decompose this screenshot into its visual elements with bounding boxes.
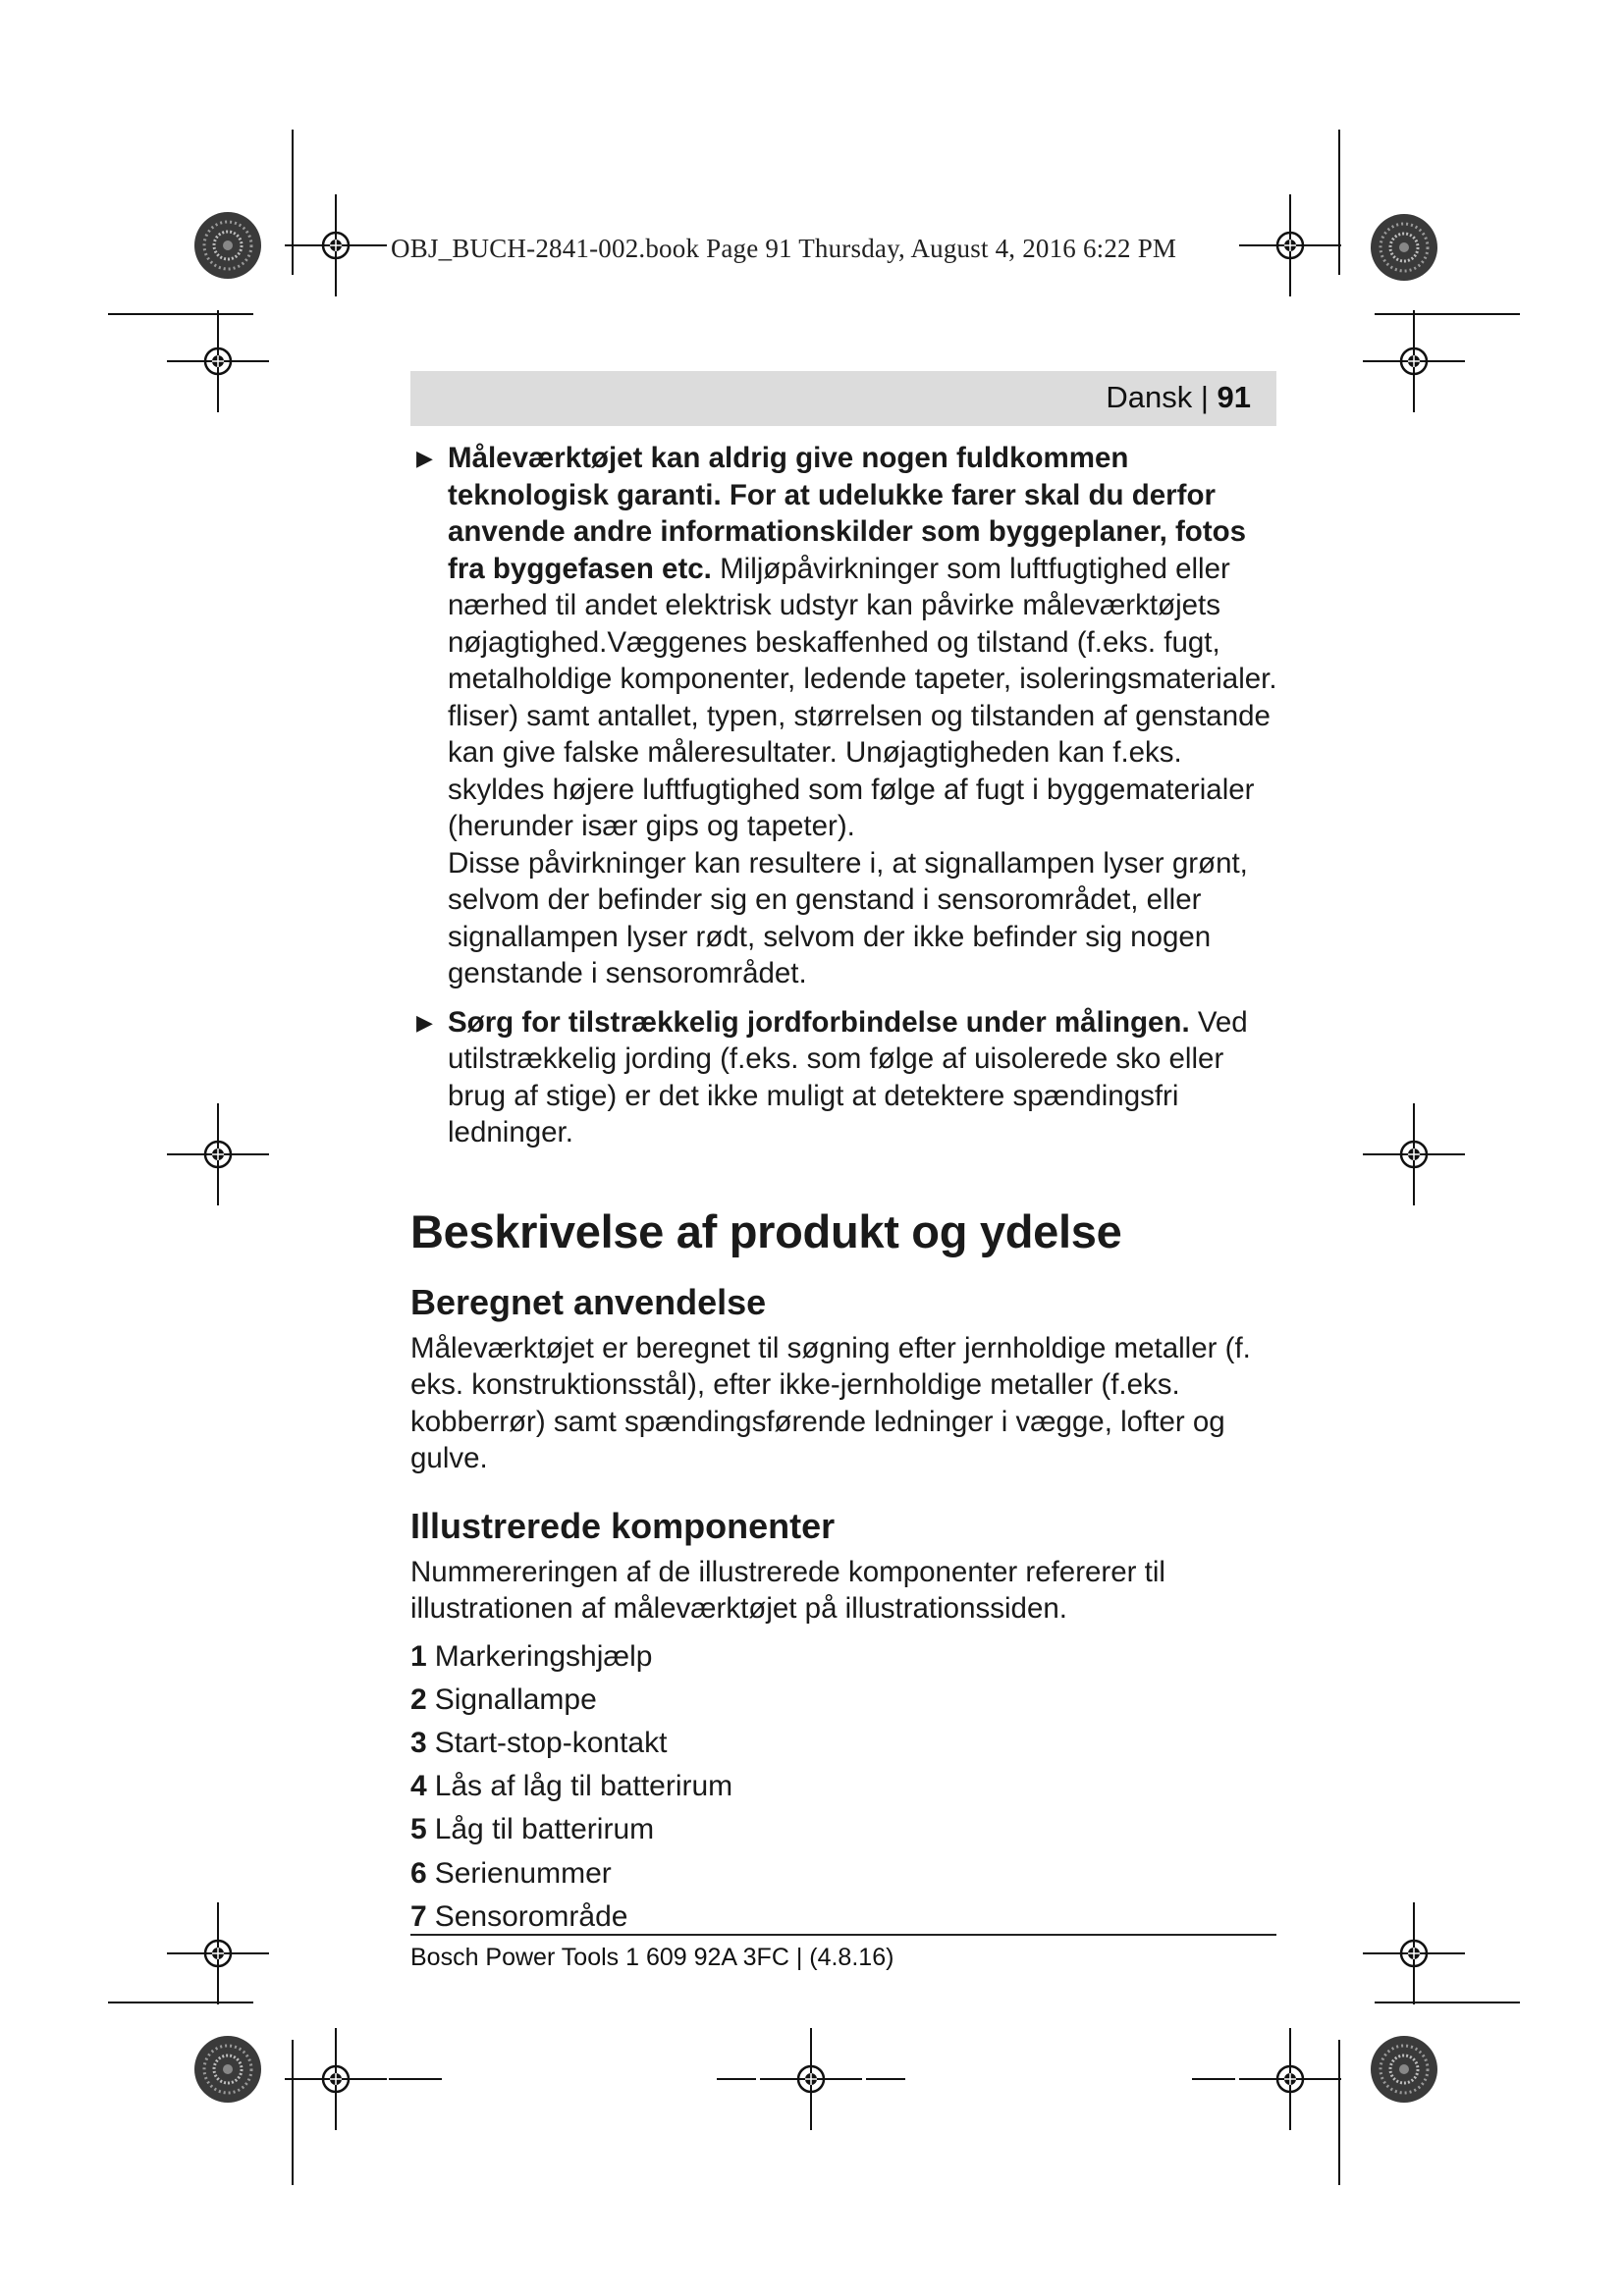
component-number: 6: [410, 1856, 427, 1890]
bullet-continuation: Disse påvirkninger kan resultere i, at signallampen lyser grønt, selvom der befinder sig en genstand i sensorområdet, eller signallampen lyser rødt, selvom der ikke befinder sig nogen genstande i sensorområdet.: [448, 846, 1248, 989]
list-item: [410, 1896, 1278, 1939]
component-label: Start-stop-kontakt: [434, 1726, 668, 1759]
component-label: Markeringshjælp: [434, 1639, 653, 1673]
component-label: Signallampe: [434, 1682, 597, 1716]
component-number: 5: [410, 1813, 427, 1846]
safety-bullet: [410, 440, 1278, 992]
registration-mark-bottom-left: [285, 2028, 387, 2130]
registration-mark-bottom-center: [760, 2028, 862, 2130]
registration-mark-right-middle: [1363, 1103, 1465, 1205]
section-language: Dansk: [1106, 380, 1193, 414]
list-item: [410, 1635, 1278, 1679]
page-number: 91: [1217, 380, 1251, 414]
registration-mark-top-left: [285, 194, 387, 296]
registration-mark-left-lower: [167, 1902, 269, 2004]
header-separator: |: [1200, 380, 1209, 414]
component-number: 7: [410, 1899, 427, 1933]
component-label: Sensorområde: [434, 1899, 628, 1933]
list-item: [410, 1808, 1278, 1851]
list-item: [410, 1852, 1278, 1896]
component-label: Serienummer: [434, 1856, 612, 1890]
intended-use-heading: Beregnet anvendelse: [410, 1281, 767, 1322]
list-item: [410, 1679, 1278, 1722]
color-bar-bottom-right: [1371, 2036, 1437, 2103]
registration-mark-left-upper: [167, 310, 269, 412]
bullet-paragraph: [448, 440, 1278, 845]
page-footer: Bosch Power Tools 1 609 92A 3FC | (4.8.16): [410, 1944, 894, 1971]
bullet-paragraph: [448, 1004, 1278, 1151]
page-header-bar: [410, 371, 1276, 426]
component-number: 2: [410, 1682, 427, 1716]
page-header-text: [1106, 380, 1251, 415]
color-bar-bottom-left: [194, 2036, 261, 2103]
bullet-bold-text: Sørg for tilstrækkelig jordforbindelse under målingen.: [448, 1005, 1190, 1039]
component-label: Låg til batterirum: [434, 1813, 655, 1846]
section-title: Beskrivelse af produkt og ydelse: [410, 1204, 1122, 1257]
component-number: 3: [410, 1726, 427, 1759]
color-bar-top-right: [1371, 214, 1437, 281]
component-number: 1: [410, 1639, 427, 1673]
bullet-triangle-icon: ▶: [416, 1009, 433, 1035]
components-heading: Illustrerede komponenter: [410, 1505, 836, 1546]
bullet-text: Miljøpåvirkninger som luftfugtighed eller nærhed til andet elektrisk udstyr kan påvirke måleværktøjets nøjagtighed.Væggenes beskaffenhed og tilstand (f.eks. fugt, metalholdige komponenter, ledende tapeter, isoleringsmaterialer. fliser) samt antallet, typen, størrelsen og tilstanden af genstande kan give falske måleresultater. Unøjagtigheden kan f.eks. skyldes højere luftfugtighed som følge af fugt i byggematerialer (herunder især gips og tapeter).: [448, 552, 1277, 842]
components-intro: Nummereringen af de illustrerede komponenter refererer til illustrationen af måleværktøjet på illustrationssiden.: [410, 1555, 1165, 1625]
bullet-triangle-icon: ▶: [416, 446, 433, 470]
safety-bullet: [410, 1004, 1278, 1151]
list-item: [410, 1765, 1278, 1808]
footer-divider: [410, 1934, 1276, 1936]
print-header-slug: OBJ_BUCH-2841-002.book Page 91 Thursday, August 4, 2016 6:22 PM: [391, 234, 1177, 263]
color-bar-top-left: [194, 212, 261, 279]
list-item: [410, 1722, 1278, 1765]
registration-mark-right-lower: [1363, 1902, 1465, 2004]
page-content: [410, 440, 1278, 1939]
component-list: [410, 1635, 1278, 1939]
registration-mark-bottom-right: [1239, 2028, 1341, 2130]
component-label: Lås af låg til batterirum: [434, 1770, 733, 1803]
bullet-bold-text: Måleværktøjet kan aldrig give nogen fuldkommen teknologisk garanti. For at udelukke farer skal du derfor anvende andre informationskilder som byggeplaner, fotos fra byggefasen etc.: [448, 442, 1247, 585]
registration-mark-right-upper: [1363, 310, 1465, 412]
bullet-text: Ved utilstrækkelig jording (f.eks. som følge af uisolerede sko eller brug af stige) er det ikke muligt at detektere spændingsfri ledninger.: [448, 1005, 1248, 1148]
component-number: 4: [410, 1770, 427, 1803]
registration-mark-left-middle: [167, 1103, 269, 1205]
intended-use-text: Måleværktøjet er beregnet til søgning efter jernholdige metaller (f. eks. konstruktionsstål), efter ikke-jernholdige metaller (f.eks. kobberrør) samt spændingsførende ledninger i vægge, lofter og gulve.: [410, 1331, 1251, 1474]
